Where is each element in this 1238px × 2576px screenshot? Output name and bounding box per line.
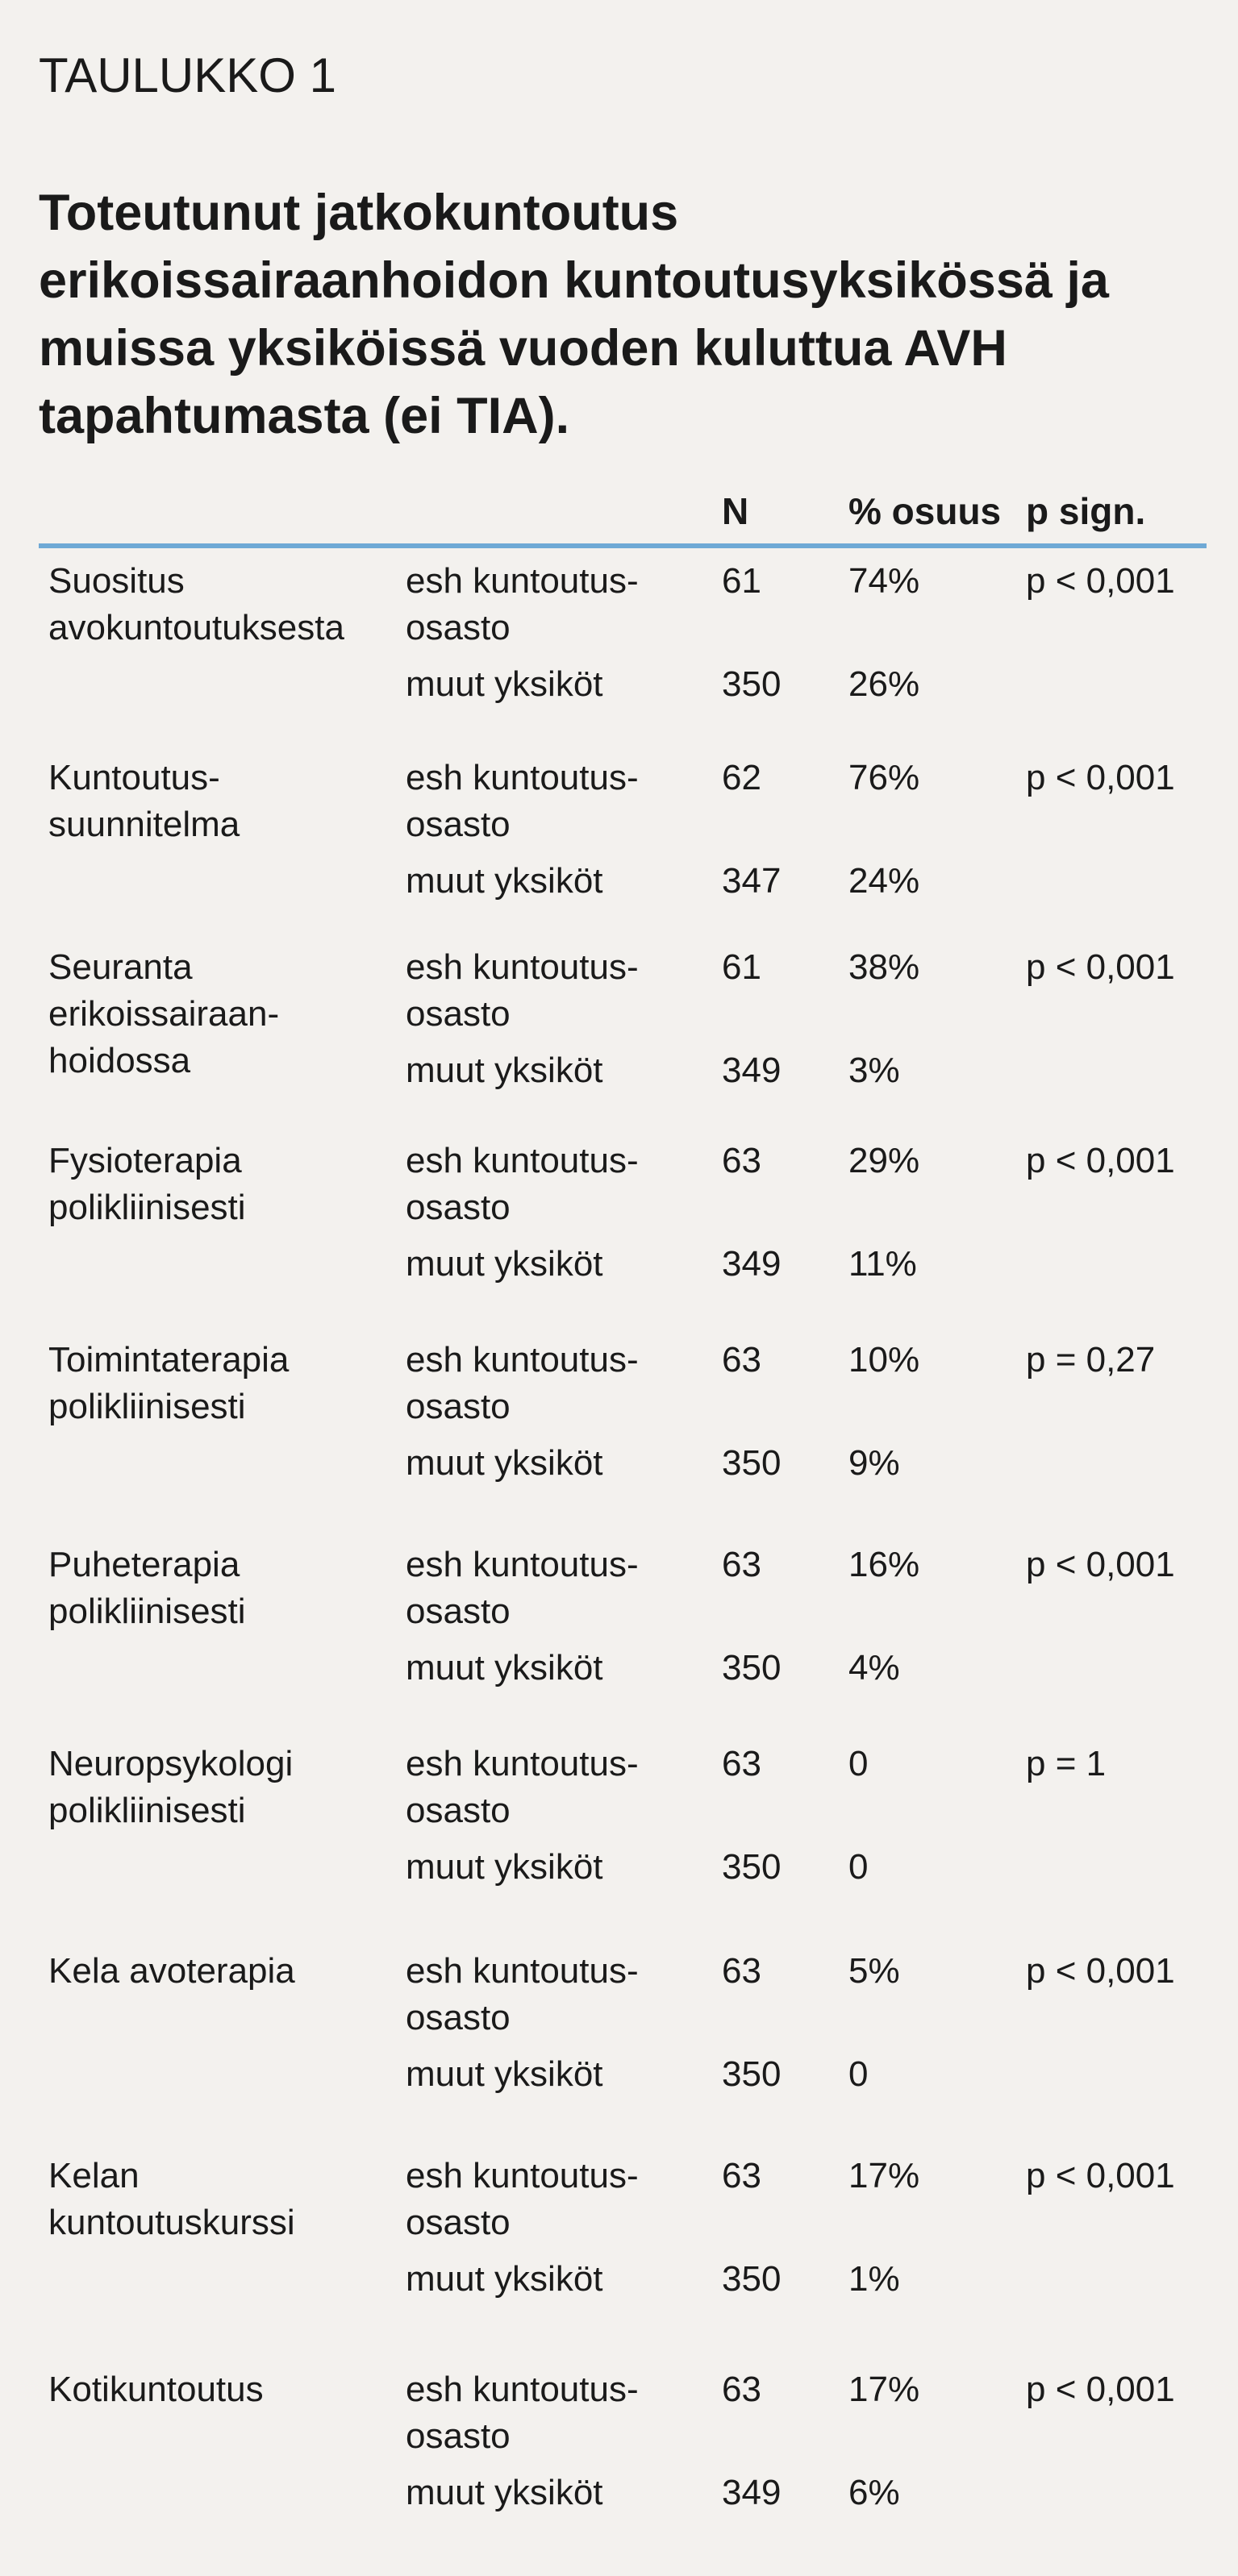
row-label: suunnitelma [48,805,240,844]
cell-n-other: 347 [722,861,782,901]
table-header-row [39,487,1207,535]
unit-label-esh-cont: osasto [406,1998,511,2037]
unit-label-esh: esh kuntoutus- [406,1340,639,1380]
cell-p-value: p < 0,001 [1026,2370,1175,2409]
unit-label-esh: esh kuntoutus- [406,2370,639,2409]
cell-n-other: 350 [722,1648,782,1688]
header-percent-share: % osuus [848,490,1002,532]
cell-n-esh: 63 [722,1951,761,1991]
row-label: kuntoutuskurssi [48,2203,295,2242]
unit-label-esh-cont: osasto [406,1791,511,1830]
cell-percent-esh: 29% [848,1141,920,1180]
cell-n-esh: 63 [722,1340,761,1380]
cell-percent-other: 0 [848,1847,869,1887]
cell-p-value: p < 0,001 [1026,758,1175,797]
unit-label-esh: esh kuntoutus- [406,1141,639,1180]
unit-label-esh: esh kuntoutus- [406,947,639,987]
cell-p-value: p = 0,27 [1026,1340,1156,1380]
unit-label-esh: esh kuntoutus- [406,561,639,601]
cell-n-esh: 63 [722,1744,761,1783]
row-label: Kotikuntoutus [48,2370,264,2409]
cell-percent-other: 3% [848,1051,900,1090]
cell-percent-esh: 10% [848,1340,920,1380]
unit-label-other: muut yksiköt [406,1051,603,1090]
table-number-label: TAULUKKO 1 [39,48,336,102]
cell-p-value: p = 1 [1026,1744,1107,1783]
cell-percent-other: 1% [848,2259,900,2299]
cell-p-value: p < 0,001 [1026,561,1175,601]
unit-label-esh-cont: osasto [406,805,511,844]
unit-label-other: muut yksiköt [406,2054,603,2094]
header-n: N [722,490,749,532]
cell-percent-esh: 17% [848,2370,920,2409]
cell-p-value: p < 0,001 [1026,2156,1175,2195]
row-label: Kela avoterapia [48,1951,295,1991]
cell-percent-other: 6% [848,2473,900,2512]
row-label: Toimintaterapia [48,1340,290,1380]
cell-n-esh: 61 [722,947,761,987]
cell-n-other: 350 [722,2054,782,2094]
unit-label-other: muut yksiköt [406,861,603,901]
unit-label-esh: esh kuntoutus- [406,1545,639,1584]
row-label: Puheterapia [48,1545,240,1584]
unit-label-esh-cont: osasto [406,1592,511,1631]
cell-n-esh: 63 [722,1141,761,1180]
unit-label-other: muut yksiköt [406,1244,603,1284]
cell-p-value: p < 0,001 [1026,947,1175,987]
cell-n-other: 349 [722,2473,782,2512]
cell-percent-esh: 5% [848,1951,900,1991]
table-title: Toteutunut jatkokuntoutus erikoissairaanhoidon kuntoutusyksikössä ja muissa yksiköissä vuoden kuluttua AVH tapahtumasta (ei TIA). [39,185,1109,444]
cell-n-other: 350 [722,1847,782,1887]
row-label: polikliinisesti [48,1791,246,1830]
cell-n-other: 349 [722,1051,782,1090]
unit-label-esh: esh kuntoutus- [406,1951,639,1991]
cell-n-other: 349 [722,1244,782,1284]
cell-percent-esh: 74% [848,561,920,601]
unit-label-esh: esh kuntoutus- [406,1744,639,1783]
row-label: hoidossa [48,1041,191,1080]
row-label: Seuranta [48,947,193,987]
unit-label-other: muut yksiköt [406,1847,603,1887]
cell-percent-other: 0 [848,2054,869,2094]
cell-n-esh: 63 [722,1545,761,1584]
row-label: polikliinisesti [48,1188,246,1227]
cell-p-value: p < 0,001 [1026,1545,1175,1584]
cell-n-other: 350 [722,1443,782,1483]
unit-label-esh-cont: osasto [406,2203,511,2242]
cell-p-value: p < 0,001 [1026,1141,1175,1180]
row-label: polikliinisesti [48,1387,246,1426]
cell-n-esh: 63 [722,2156,761,2195]
unit-label-esh-cont: osasto [406,1387,511,1426]
cell-percent-esh: 38% [848,947,920,987]
unit-label-other: muut yksiköt [406,1443,603,1483]
row-label: avokuntoutuksesta [48,608,344,647]
unit-label-esh: esh kuntoutus- [406,2156,639,2195]
unit-label-other: muut yksiköt [406,664,603,704]
cell-percent-other: 26% [848,664,920,704]
header-divider [39,543,1207,548]
cell-percent-other: 9% [848,1443,900,1483]
cell-percent-other: 11% [848,1244,917,1284]
unit-label-esh-cont: osasto [406,994,511,1034]
cell-percent-esh: 16% [848,1545,920,1584]
cell-percent-other: 4% [848,1648,900,1688]
cell-p-value: p < 0,001 [1026,1951,1175,1991]
row-label: Kuntoutus- [48,758,220,797]
row-label: Fysioterapia [48,1141,242,1180]
cell-percent-esh: 76% [848,758,920,797]
row-label: Suositus [48,561,185,601]
cell-percent-esh: 17% [848,2156,920,2195]
row-label: polikliinisesti [48,1592,246,1631]
cell-percent-esh: 0 [848,1744,869,1783]
cell-n-esh: 61 [722,561,761,601]
cell-n-esh: 62 [722,758,761,797]
cell-n-other: 350 [722,2259,782,2299]
unit-label-esh-cont: osasto [406,2416,511,2456]
unit-label-esh: esh kuntoutus- [406,758,639,797]
row-label: erikoissairaan- [48,994,280,1034]
unit-label-other: muut yksiköt [406,2259,603,2299]
cell-n-esh: 63 [722,2370,761,2409]
unit-label-other: muut yksiköt [406,2473,603,2512]
cell-n-other: 350 [722,664,782,704]
unit-label-esh-cont: osasto [406,608,511,647]
row-label: Kelan [48,2156,140,2195]
unit-label-esh-cont: osasto [406,1188,511,1227]
unit-label-other: muut yksiköt [406,1648,603,1688]
row-label: Neuropsykologi [48,1744,294,1783]
header-p-significance: p sign. [1026,490,1146,532]
cell-percent-other: 24% [848,861,920,901]
